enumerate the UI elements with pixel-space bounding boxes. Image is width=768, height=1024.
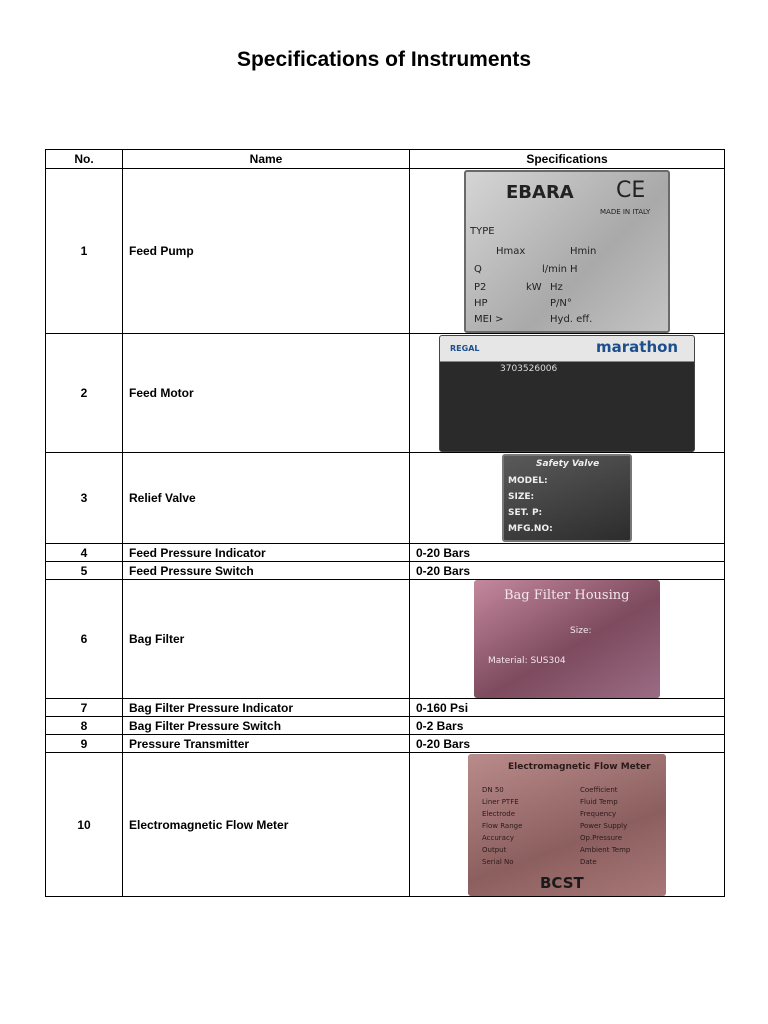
plate-date: Date bbox=[580, 857, 597, 866]
plate-opp: Op.Pressure bbox=[580, 833, 623, 842]
plate-amb: Ambient Temp bbox=[580, 845, 631, 854]
plate-mei: MEI > bbox=[474, 313, 504, 325]
plate-range: Flow Range bbox=[482, 821, 523, 830]
spec-image-cell bbox=[410, 169, 725, 334]
plate-power: Power Supply bbox=[580, 821, 628, 830]
row-no: 7 bbox=[46, 699, 123, 717]
row-no: 6 bbox=[46, 580, 123, 699]
plate-electrode: Electrode bbox=[482, 809, 516, 818]
plate-header: Safety Valve bbox=[536, 459, 600, 469]
row-name: Pressure Transmitter bbox=[123, 735, 410, 753]
row-name: Bag Filter Pressure Indicator bbox=[123, 699, 410, 717]
plate-set: SET. P: bbox=[508, 508, 543, 518]
flow-meter-nameplate-image bbox=[468, 754, 666, 896]
plate-hmax: Hmax bbox=[496, 245, 526, 257]
page-title: Specifications of Instruments bbox=[236, 48, 532, 71]
plate-size: SIZE: bbox=[508, 492, 535, 502]
row-name: Feed Pressure Switch bbox=[123, 562, 410, 580]
row-no: 8 bbox=[46, 717, 123, 735]
relief-valve-nameplate-image bbox=[502, 454, 632, 542]
plate-brand: marathon bbox=[596, 337, 679, 356]
row-no: 4 bbox=[46, 544, 123, 562]
table-row bbox=[46, 753, 725, 897]
plate-hmin: Hmin bbox=[570, 245, 597, 257]
plate-freq: Frequency bbox=[580, 809, 617, 818]
header-name: Name bbox=[123, 150, 410, 169]
plate-header: Bag Filter Housing bbox=[504, 588, 630, 603]
row-no: 1 bbox=[46, 169, 123, 334]
plate-h: H bbox=[570, 263, 578, 275]
plate-hyd: Hyd. eff. bbox=[550, 313, 593, 325]
row-name: Bag Filter bbox=[123, 580, 410, 699]
table-header-row bbox=[46, 150, 725, 169]
plate-size: Size: bbox=[570, 626, 592, 636]
table-row bbox=[46, 735, 725, 753]
row-no: 9 bbox=[46, 735, 123, 753]
plate-model: MODEL: bbox=[508, 476, 548, 486]
plate-brand: EBARA bbox=[506, 181, 574, 203]
plate-regal: REGAL bbox=[450, 343, 480, 353]
row-spec: 0-20 Bars bbox=[410, 735, 725, 753]
table-row bbox=[46, 334, 725, 453]
row-name: Bag Filter Pressure Switch bbox=[123, 717, 410, 735]
feed-pump-nameplate-image bbox=[464, 170, 670, 333]
plate-header: Electromagnetic Flow Meter bbox=[508, 761, 651, 772]
plate-output: Output bbox=[482, 845, 507, 854]
plate-lmin: l/min bbox=[542, 263, 568, 275]
row-spec: 0-20 Bars bbox=[410, 562, 725, 580]
row-name: Feed Motor bbox=[123, 334, 410, 453]
row-name: Electromagnetic Flow Meter bbox=[123, 753, 410, 897]
plate-hp: HP bbox=[474, 297, 488, 309]
row-spec: 0-160 Psi bbox=[410, 699, 725, 717]
plate-mfg: MFG.NO: bbox=[508, 524, 553, 534]
table-row bbox=[46, 562, 725, 580]
plate-serial: Serial No bbox=[482, 857, 514, 866]
row-no: 5 bbox=[46, 562, 123, 580]
bag-filter-nameplate-image bbox=[474, 580, 660, 698]
row-name: Relief Valve bbox=[123, 453, 410, 544]
row-no: 10 bbox=[46, 753, 123, 897]
ce-mark-icon: CE bbox=[616, 177, 646, 203]
row-name: Feed Pump bbox=[123, 169, 410, 334]
plate-type: TYPE bbox=[470, 225, 495, 237]
table-row bbox=[46, 580, 725, 699]
header-specifications: Specifications bbox=[410, 150, 725, 169]
plate-pn: P/N° bbox=[550, 297, 572, 309]
spec-image-cell bbox=[410, 580, 725, 699]
table-row bbox=[46, 169, 725, 334]
table-row bbox=[46, 717, 725, 735]
plate-kw: kW bbox=[526, 281, 542, 293]
plate-fluid: Fluid Temp bbox=[580, 797, 618, 806]
plate-brand: BCST bbox=[540, 873, 584, 892]
plate-hz: Hz bbox=[550, 281, 563, 293]
plate-coef: Coefficient bbox=[580, 785, 618, 794]
row-no: 3 bbox=[46, 453, 123, 544]
row-spec: 0-2 Bars bbox=[410, 717, 725, 735]
specifications-table bbox=[45, 149, 725, 897]
table-row bbox=[46, 699, 725, 717]
table-row bbox=[46, 453, 725, 544]
spec-image-cell bbox=[410, 453, 725, 544]
plate-accuracy: Accuracy bbox=[482, 833, 514, 842]
table-row bbox=[46, 544, 725, 562]
plate-made: MADE IN ITALY bbox=[600, 207, 651, 216]
plate-liner: Liner PTFE bbox=[482, 797, 519, 806]
row-spec: 0-20 Bars bbox=[410, 544, 725, 562]
plate-dn: DN 50 bbox=[482, 785, 504, 794]
plate-serial: 3703526006 bbox=[500, 363, 558, 374]
plate-q: Q bbox=[474, 263, 482, 275]
plate-p2: P2 bbox=[474, 281, 487, 293]
spec-image-cell bbox=[410, 753, 725, 897]
spec-image-cell bbox=[410, 334, 725, 453]
feed-motor-nameplate-image bbox=[439, 335, 695, 452]
header-no: No. bbox=[46, 150, 123, 169]
row-name: Feed Pressure Indicator bbox=[123, 544, 410, 562]
plate-material: Material: SUS304 bbox=[488, 656, 566, 666]
row-no: 2 bbox=[46, 334, 123, 453]
